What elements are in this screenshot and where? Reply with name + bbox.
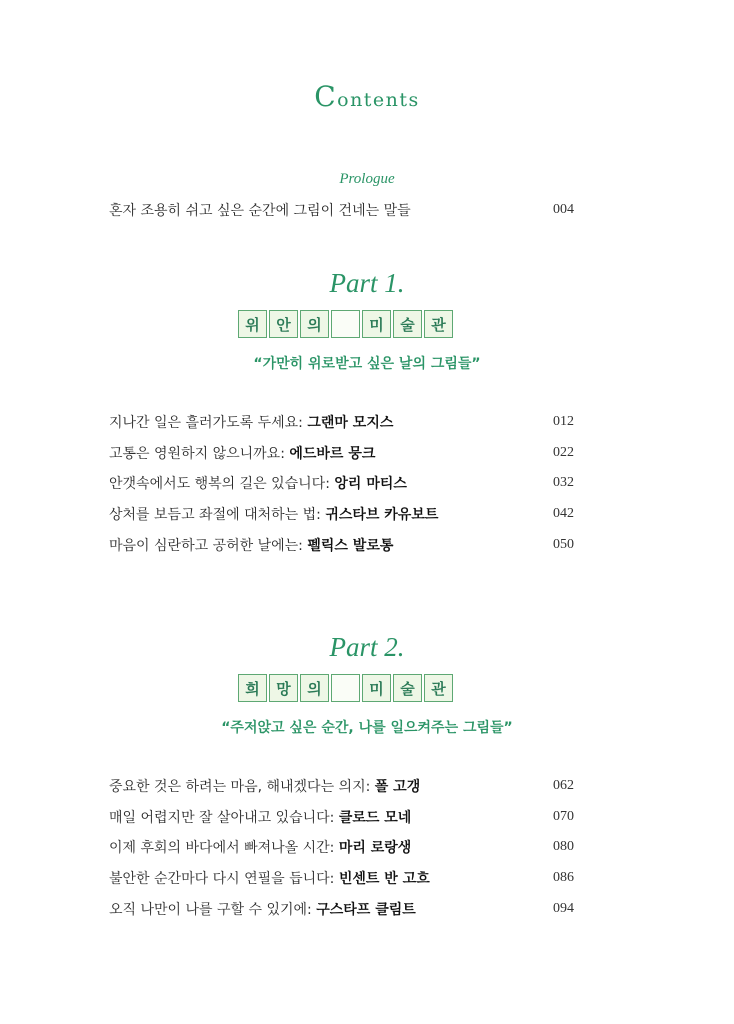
toc-entry[interactable] <box>109 533 574 557</box>
heading-char-box: 희 <box>238 674 267 702</box>
part-2-title: Part 2. <box>329 632 405 662</box>
toc-entry[interactable] <box>109 897 574 921</box>
entry-title: 오직 나만이 나를 구할 수 있기에: <box>109 902 317 918</box>
entry-title: 마음이 심란하고 공허한 날에는: <box>109 538 308 554</box>
entry-page: 012 <box>553 414 574 429</box>
heading-char-box: 미 <box>362 310 391 338</box>
entry-artist: 구스타프 클림트 <box>316 902 416 918</box>
heading-empty-box <box>331 674 360 702</box>
entry-page: 080 <box>553 839 574 854</box>
entry-title: 안갯속에서도 행복의 길은 있습니다: <box>109 476 335 492</box>
prologue-label: Prologue <box>339 171 395 187</box>
heading-char-box: 의 <box>300 674 329 702</box>
entry-title: 이제 후회의 바다에서 빠져나올 시간: <box>109 840 339 856</box>
part-1-heading-boxes <box>238 310 498 338</box>
heading-char-box: 망 <box>269 674 298 702</box>
toc-entry[interactable] <box>109 410 574 434</box>
contents-title-rest: ontents <box>337 89 420 111</box>
toc-entry[interactable] <box>109 471 574 495</box>
entry-title: 매일 어렵지만 잘 살아내고 있습니다: <box>109 810 339 826</box>
toc-entry[interactable] <box>109 774 574 798</box>
heading-char-box: 술 <box>393 310 422 338</box>
toc-entry[interactable] <box>109 835 574 859</box>
contents-title <box>0 80 734 113</box>
heading-char-box: 술 <box>393 674 422 702</box>
heading-char-box: 미 <box>362 674 391 702</box>
entry-artist: 앙리 마티스 <box>334 476 407 492</box>
entry-title: 고통은 영원하지 않으니까요: <box>109 446 290 462</box>
heading-char-box: 관 <box>424 310 453 338</box>
entry-page: 022 <box>553 445 574 460</box>
entry-artist: 귀스타브 카유보트 <box>325 507 439 523</box>
heading-char-box: 위 <box>238 310 267 338</box>
entry-title: 불안한 순간마다 다시 연필을 듭니다: <box>109 871 339 887</box>
entry-page: 004 <box>553 202 574 217</box>
entry-page: 032 <box>553 475 574 490</box>
entry-artist: 마리 로랑생 <box>338 840 412 856</box>
entry-page: 042 <box>553 506 574 521</box>
toc-entry[interactable] <box>109 502 574 526</box>
part-1-title: Part 1. <box>329 268 405 298</box>
entry-page: 086 <box>553 870 574 885</box>
toc-entry[interactable] <box>109 866 574 890</box>
entry-page: 070 <box>553 809 574 824</box>
part-2-subtitle: “주저앉고 싶은 순간, 나를 일으켜주는 그림들” <box>221 720 513 736</box>
toc-entry[interactable] <box>109 441 574 465</box>
entry-artist: 클로드 모네 <box>338 810 412 826</box>
toc-entry-prologue[interactable] <box>109 198 574 222</box>
heading-char-box: 의 <box>300 310 329 338</box>
entry-artist: 폴 고갱 <box>374 779 421 795</box>
entry-title: 상처를 보듬고 좌절에 대처하는 법: <box>109 507 326 523</box>
heading-char-box: 안 <box>269 310 298 338</box>
heading-empty-box <box>331 310 360 338</box>
entry-page: 062 <box>553 778 574 793</box>
entry-artist: 펠릭스 발로통 <box>307 538 394 554</box>
heading-char-box: 관 <box>424 674 453 702</box>
entry-artist: 빈센트 반 고흐 <box>338 871 430 887</box>
entry-title: 혼자 조용히 쉬고 싶은 순간에 그림이 건네는 말들 <box>109 203 411 219</box>
part-1-subtitle: “가만히 위로받고 싶은 날의 그림들” <box>253 356 481 372</box>
entry-title: 지나간 일은 흘러가도록 두세요: <box>109 415 308 431</box>
entry-page: 094 <box>553 901 574 916</box>
entry-artist: 에드바르 뭉크 <box>289 446 376 462</box>
entry-title: 중요한 것은 하려는 마음, 해내겠다는 의지: <box>109 779 375 795</box>
toc-entry[interactable] <box>109 805 574 829</box>
part-2-heading-boxes <box>238 674 498 702</box>
entry-artist: 그랜마 모지스 <box>307 415 394 431</box>
entry-page: 050 <box>553 537 574 552</box>
contents-title-cap: C <box>314 80 338 113</box>
